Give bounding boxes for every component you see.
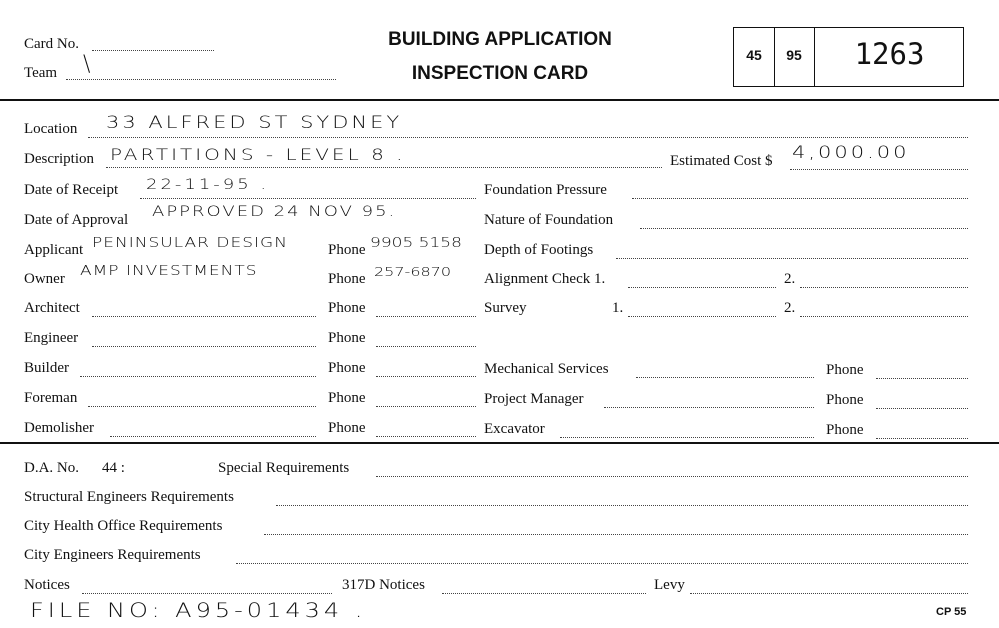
team-dotted-line xyxy=(66,79,336,80)
demolisher-phone-label: Phone xyxy=(328,420,366,436)
foreman-dotted-line xyxy=(88,406,316,407)
estimated-cost-dotted-line xyxy=(790,169,968,170)
location-dotted-line xyxy=(88,137,968,138)
survey-2-label: 2. xyxy=(784,300,796,316)
section-rule xyxy=(0,442,999,444)
description-value: PARTITIONS - LEVEL 8 . xyxy=(110,144,406,164)
levy-dotted-line xyxy=(690,593,968,594)
applicant-value: PENINSULAR DESIGN xyxy=(92,235,288,251)
special-requirements-dotted-line xyxy=(376,476,968,477)
city-health-label: City Health Office Requirements xyxy=(24,518,223,534)
foreman-phone-label: Phone xyxy=(328,390,366,406)
da-no-value: 44 : xyxy=(102,460,125,476)
excavator-phone-dotted-line xyxy=(876,438,968,439)
owner-label: Owner xyxy=(24,271,65,287)
mechanical-phone-dotted-line xyxy=(876,378,968,379)
owner-phone-value: 257-6870 xyxy=(374,263,452,279)
alignment-check-label: Alignment Check 1. xyxy=(484,271,606,287)
card-no-dotted-line xyxy=(92,50,214,51)
architect-label: Architect xyxy=(24,300,80,316)
card-no-label: Card No. xyxy=(24,36,79,52)
notices-dotted-line xyxy=(82,593,332,594)
header-rule xyxy=(0,99,999,101)
estimated-cost-label: Estimated Cost $ xyxy=(670,153,773,169)
applicant-phone-value: 9905 5158 xyxy=(370,235,462,251)
engineer-phone-dotted-line xyxy=(376,346,476,347)
form-code: CP 55 xyxy=(936,606,967,618)
excavator-phone-label: Phone xyxy=(826,422,864,438)
project-manager-label: Project Manager xyxy=(484,391,584,407)
special-requirements-label: Special Requirements xyxy=(218,460,350,476)
location-label: Location xyxy=(24,121,78,137)
survey-2-dotted-line xyxy=(800,316,968,317)
alignment-check-2-label: 2. xyxy=(784,271,796,287)
builder-dotted-line xyxy=(80,376,316,377)
description-label: Description xyxy=(24,151,94,167)
survey-label: Survey xyxy=(484,300,527,316)
builder-phone-dotted-line xyxy=(376,376,476,377)
project-manager-phone-dotted-line xyxy=(876,408,968,409)
form-title-line1: BUILDING APPLICATION xyxy=(388,29,612,50)
foreman-label: Foreman xyxy=(24,390,78,406)
card-number-box xyxy=(733,27,964,87)
city-engineers-label: City Engineers Requirements xyxy=(24,547,201,563)
survey-1-label: 1. xyxy=(612,300,624,316)
mechanical-services-label: Mechanical Services xyxy=(484,361,609,377)
notices-317d-label: 317D Notices xyxy=(342,577,425,593)
form-title-line2: INSPECTION CARD xyxy=(411,63,589,84)
excavator-label: Excavator xyxy=(484,421,545,437)
da-no-label: D.A. No. xyxy=(24,460,79,476)
foundation-pressure-label: Foundation Pressure xyxy=(484,182,607,198)
applicant-phone-label: Phone xyxy=(328,242,366,258)
nature-of-foundation-label: Nature of Foundation xyxy=(484,212,614,228)
engineer-phone-label: Phone xyxy=(328,330,366,346)
date-of-approval-value: APPROVED 24 NOV 95. xyxy=(152,203,397,220)
alignment-check-2-dotted-line xyxy=(800,287,968,288)
builder-phone-label: Phone xyxy=(328,360,366,376)
city-health-dotted-line xyxy=(264,534,968,535)
applicant-label: Applicant xyxy=(24,242,84,258)
mechanical-services-dotted-line xyxy=(636,377,814,378)
notices-label: Notices xyxy=(24,577,70,593)
excavator-dotted-line xyxy=(560,437,814,438)
foreman-phone-dotted-line xyxy=(376,406,476,407)
survey-1-dotted-line xyxy=(628,316,776,317)
demolisher-dotted-line xyxy=(110,436,316,437)
date-of-receipt-label: Date of Receipt xyxy=(24,182,119,198)
box-separator xyxy=(814,28,815,86)
engineer-label: Engineer xyxy=(24,330,79,346)
description-dotted-line xyxy=(106,167,662,168)
demolisher-phone-dotted-line xyxy=(376,436,476,437)
location-value: 33 ALFRED ST SYDNEY xyxy=(106,112,403,132)
box-mid-value: 95 xyxy=(786,47,802,63)
date-of-approval-label: Date of Approval xyxy=(24,212,129,228)
project-manager-dotted-line xyxy=(604,407,814,408)
foundation-pressure-dotted-line xyxy=(632,198,968,199)
structural-engineers-dotted-line xyxy=(276,505,968,506)
city-engineers-dotted-line xyxy=(236,563,968,564)
owner-value: AMP INVESTMENTS xyxy=(80,263,258,279)
levy-label: Levy xyxy=(654,577,685,593)
architect-phone-label: Phone xyxy=(328,300,366,316)
date-of-receipt-dotted-line xyxy=(140,198,476,199)
card-number: 1263 xyxy=(854,37,925,71)
demolisher-label: Demolisher xyxy=(24,420,94,436)
builder-label: Builder xyxy=(24,360,69,376)
architect-phone-dotted-line xyxy=(376,316,476,317)
file-number: FILE NO: A95-01434 . xyxy=(30,599,367,622)
engineer-dotted-line xyxy=(92,346,316,347)
architect-dotted-line xyxy=(92,316,316,317)
box-left-value: 45 xyxy=(746,47,762,63)
notices-317d-dotted-line xyxy=(442,593,646,594)
date-of-receipt-value: 22-11-95 . xyxy=(146,176,270,193)
owner-phone-label: Phone xyxy=(328,271,366,287)
team-label: Team xyxy=(24,65,58,81)
team-value: \ xyxy=(83,52,91,77)
depth-of-footings-label: Depth of Footings xyxy=(484,242,594,258)
project-manager-phone-label: Phone xyxy=(826,392,864,408)
nature-of-foundation-dotted-line xyxy=(640,228,968,229)
estimated-cost-value: 4,000.00 xyxy=(792,142,910,162)
depth-of-footings-dotted-line xyxy=(616,258,968,259)
structural-engineers-label: Structural Engineers Requirements xyxy=(24,489,234,505)
alignment-check-1-dotted-line xyxy=(628,287,776,288)
mechanical-phone-label: Phone xyxy=(826,362,864,378)
